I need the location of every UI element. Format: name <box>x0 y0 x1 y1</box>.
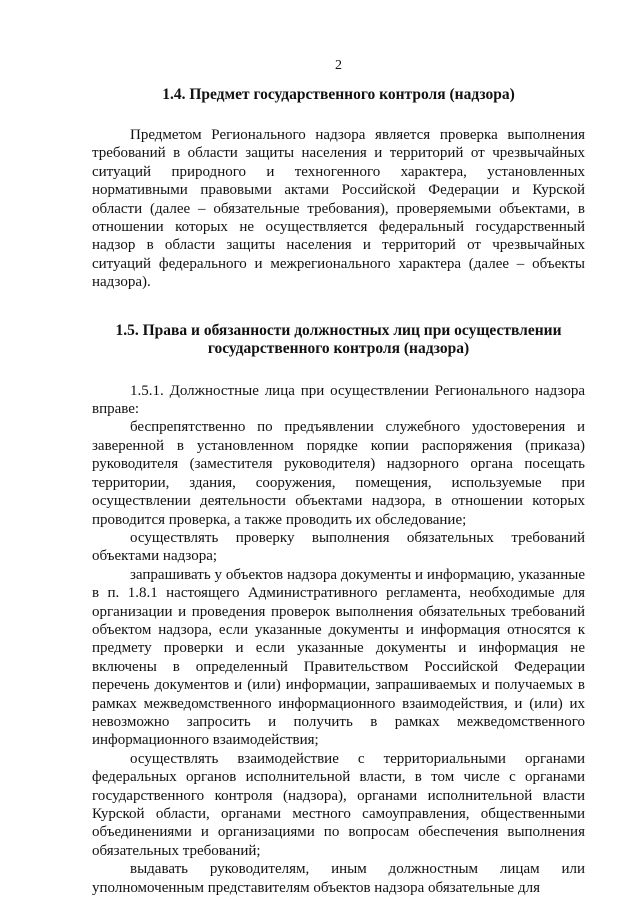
section-1-4-paragraph: Предметом Регионального надзора является проверка выполнения требований в области защиты населения и территорий от чрезвычайных ситуаций природного и техногенного характера, установленных нормативными правовыми актами Российской Федерации и Курской области (далее – обязательные требования), проверяемыми объектами, в отношении которых не осуществляется федеральный государственный надзор в области защиты населения и территорий от чрезвычайных ситуаций федерального и межрегионального характера (далее – объекты надзора). <box>92 127 585 291</box>
section-heading-1-5-line2: государственного контроля (надзора) <box>207 339 470 357</box>
section-heading-1-4: 1.4. Предмет государственного контроля (надзора) <box>162 86 515 103</box>
section-heading-1-5 <box>92 322 585 358</box>
section-1-5-1-intro: 1.5.1. Должностные лица при осуществлении Регионального надзора вправе: <box>92 382 585 418</box>
right-item-request-documents: запрашивать у объектов надзора документы и информацию, указанные в п. 1.8.1 настоящего Административного регламента, необходимые для организации и проведения проверок выполнения обязательных требований объектом надзора, если указанные документы и информация относятся к предмету проверки и если указанные документы и информация не включены в определенный Правительством Российской Федерации перечень документов и (или) информации, запрашиваемых и получаемых в рамках межведомственного информационного взаимодействия, и (или) их невозможно запросить и получить в рамках межведомственного информационного взаимодействия; <box>92 566 585 749</box>
right-item-verify-requirements: осуществлять проверку выполнения обязательных требований объектами надзора; <box>92 529 585 565</box>
right-item-issue-orders: выдавать руководителям, иным должностным лицам или уполномоченным представителям объектов надзора обязательные для <box>92 861 585 896</box>
right-item-interact-authorities: осуществлять взаимодействие с территориальными органами федеральных органов исполнительной власти, в том числе с органами государственного контроля (надзора), органами исполнительной власти Курской области, органами местного самоуправления, общественными объединениями и организациями по вопросам обеспечения выполнения обязательных требований; <box>92 750 585 859</box>
page-number: 2 <box>335 58 342 73</box>
section-heading-1-5-line1: 1.5. Права и обязанности должностных лиц при осуществлении <box>115 321 562 339</box>
right-item-visit-territories: беспрепятственно по предъявлении служебного удостоверения и заверенной в установленном порядке копии распоряжения (приказа) руководителя (заместителя руководителя) надзорного органа посещать территории, здания, сооружения, помещения, используемые при осуществлении деятельности объектами надзора, в отношении которых проводится проверка, а также проводить их обследование; <box>92 419 585 528</box>
